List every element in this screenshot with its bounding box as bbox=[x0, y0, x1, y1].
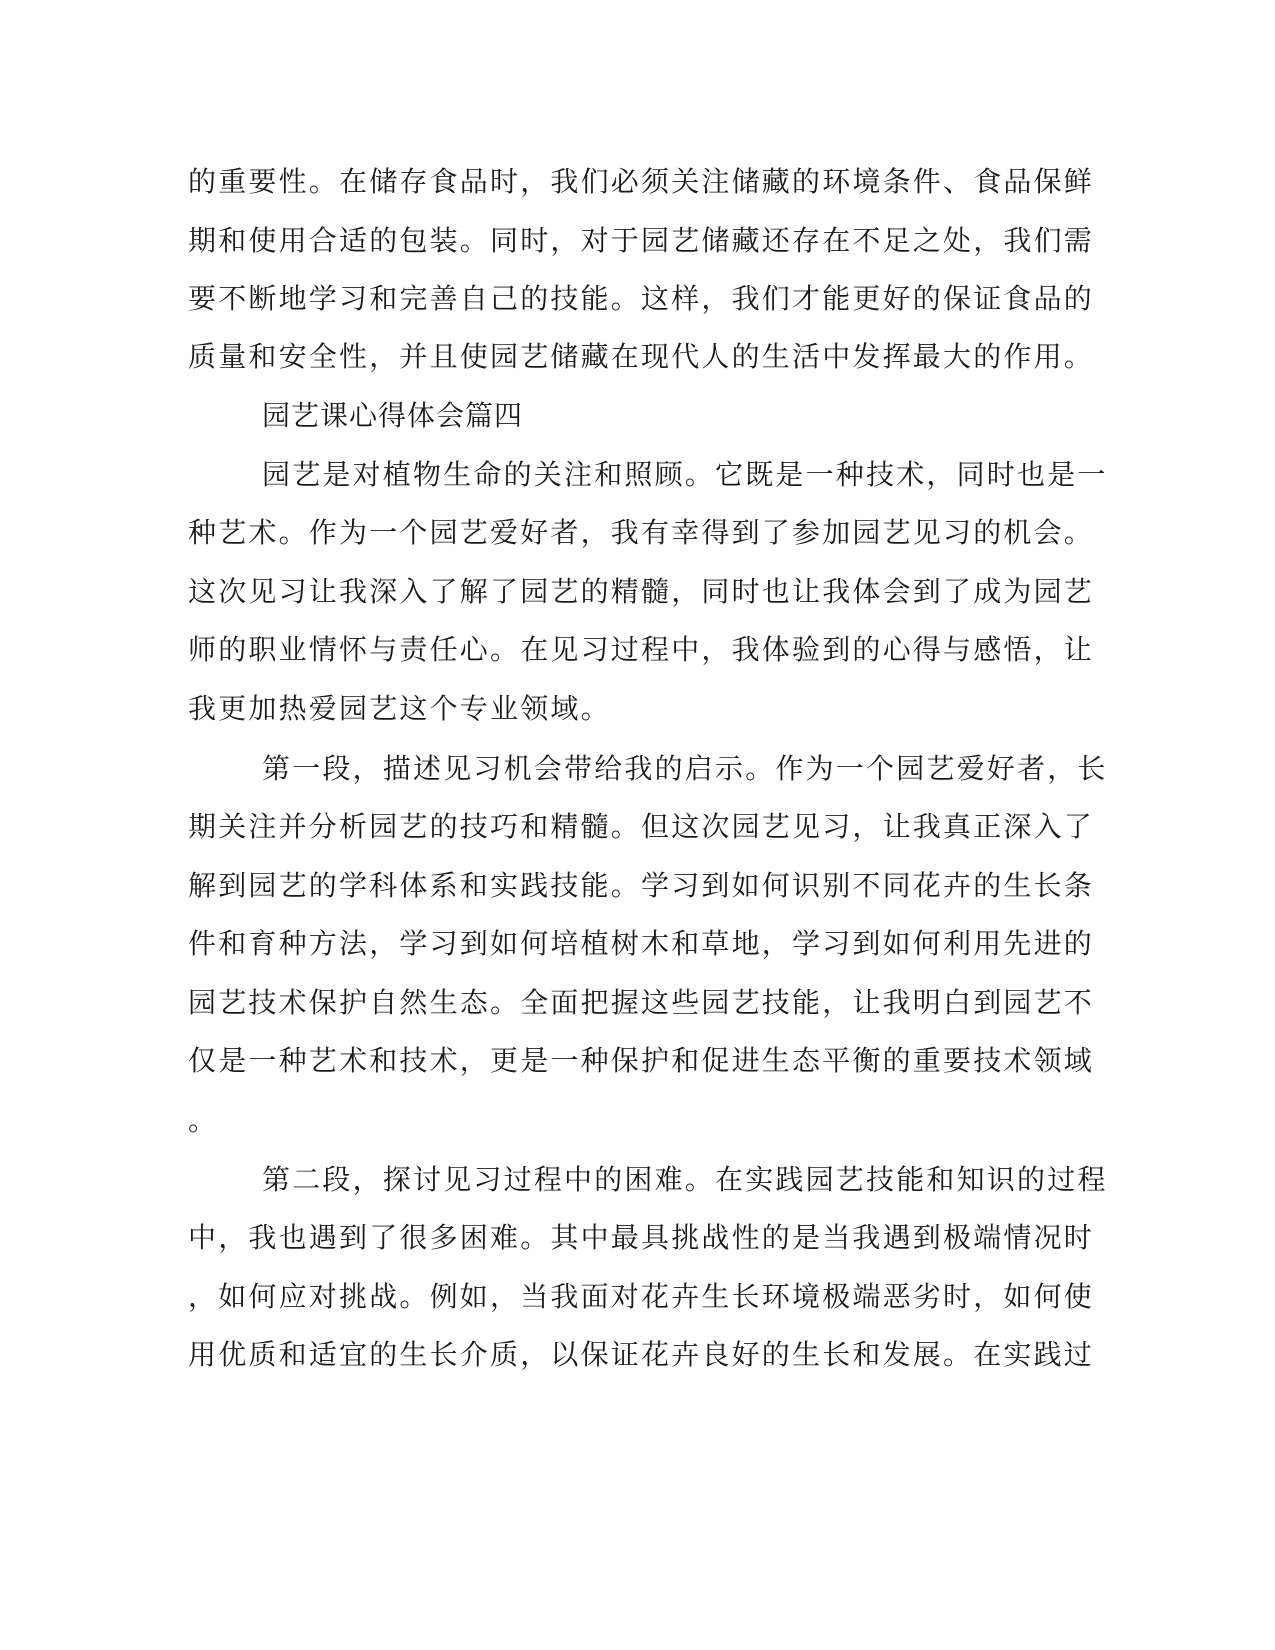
text-line: 这次见习让我深入了解了园艺的精髓，同时也让我体会到了成为园艺 bbox=[188, 575, 1095, 608]
text-line: 第一段，描述见习机会带给我的启示。作为一个园艺爱好者，长 bbox=[262, 752, 1108, 785]
text-line: 质量和安全性，并且使园艺储藏在现代人的生活中发挥最大的作用。 bbox=[188, 340, 1095, 373]
text-line: 。 bbox=[188, 1104, 219, 1137]
text-line: ，如何应对挑战。例如，当我面对花卉生长环境极端恶劣时，如何使 bbox=[188, 1280, 1095, 1313]
text-line: 园艺是对植物生命的关注和照顾。它既是一种技术，同时也是一 bbox=[262, 458, 1108, 491]
text-line: 园艺技术保护自然生态。全面把握这些园艺技能，让我明白到园艺不 bbox=[188, 986, 1095, 1019]
text-line: 第二段，探讨见习过程中的困难。在实践园艺技能和知识的过程 bbox=[262, 1163, 1108, 1196]
text-line: 师的职业情怀与责任心。在见习过程中，我体验到的心得与感悟，让 bbox=[188, 633, 1095, 666]
text-line: 期关注并分析园艺的技巧和精髓。但这次园艺见习，让我真正深入了 bbox=[188, 810, 1095, 843]
text-line: 我更加热爱园艺这个专业领域。 bbox=[188, 692, 611, 725]
text-line: 件和育种方法，学习到如何培植树木和草地，学习到如何利用先进的 bbox=[188, 927, 1095, 960]
text-line: 期和使用合适的包装。同时，对于园艺储藏还存在不足之处，我们需 bbox=[188, 224, 1095, 257]
text-line: 中，我也遇到了很多困难。其中最具挑战性的是当我遇到极端情况时 bbox=[188, 1221, 1095, 1254]
text-line: 种艺术。作为一个园艺爱好者，我有幸得到了参加园艺见习的机会。 bbox=[188, 516, 1095, 549]
text-line: 的重要性。在储存食品时，我们必须关注储藏的环境条件、食品保鲜 bbox=[188, 165, 1095, 198]
text-line: 要不断地学习和完善自己的技能。这样，我们才能更好的保证食品的 bbox=[188, 282, 1095, 315]
text-line: 用优质和适宜的生长介质，以保证花卉良好的生长和发展。在实践过 bbox=[188, 1338, 1095, 1371]
text-line: 仅是一种艺术和技术，更是一种保护和促进生态平衡的重要技术领域 bbox=[188, 1044, 1095, 1077]
text-line: 解到园艺的学科体系和实践技能。学习到如何识别不同花卉的生长条 bbox=[188, 869, 1095, 902]
section-heading: 园艺课心得体会篇四 bbox=[262, 399, 524, 432]
